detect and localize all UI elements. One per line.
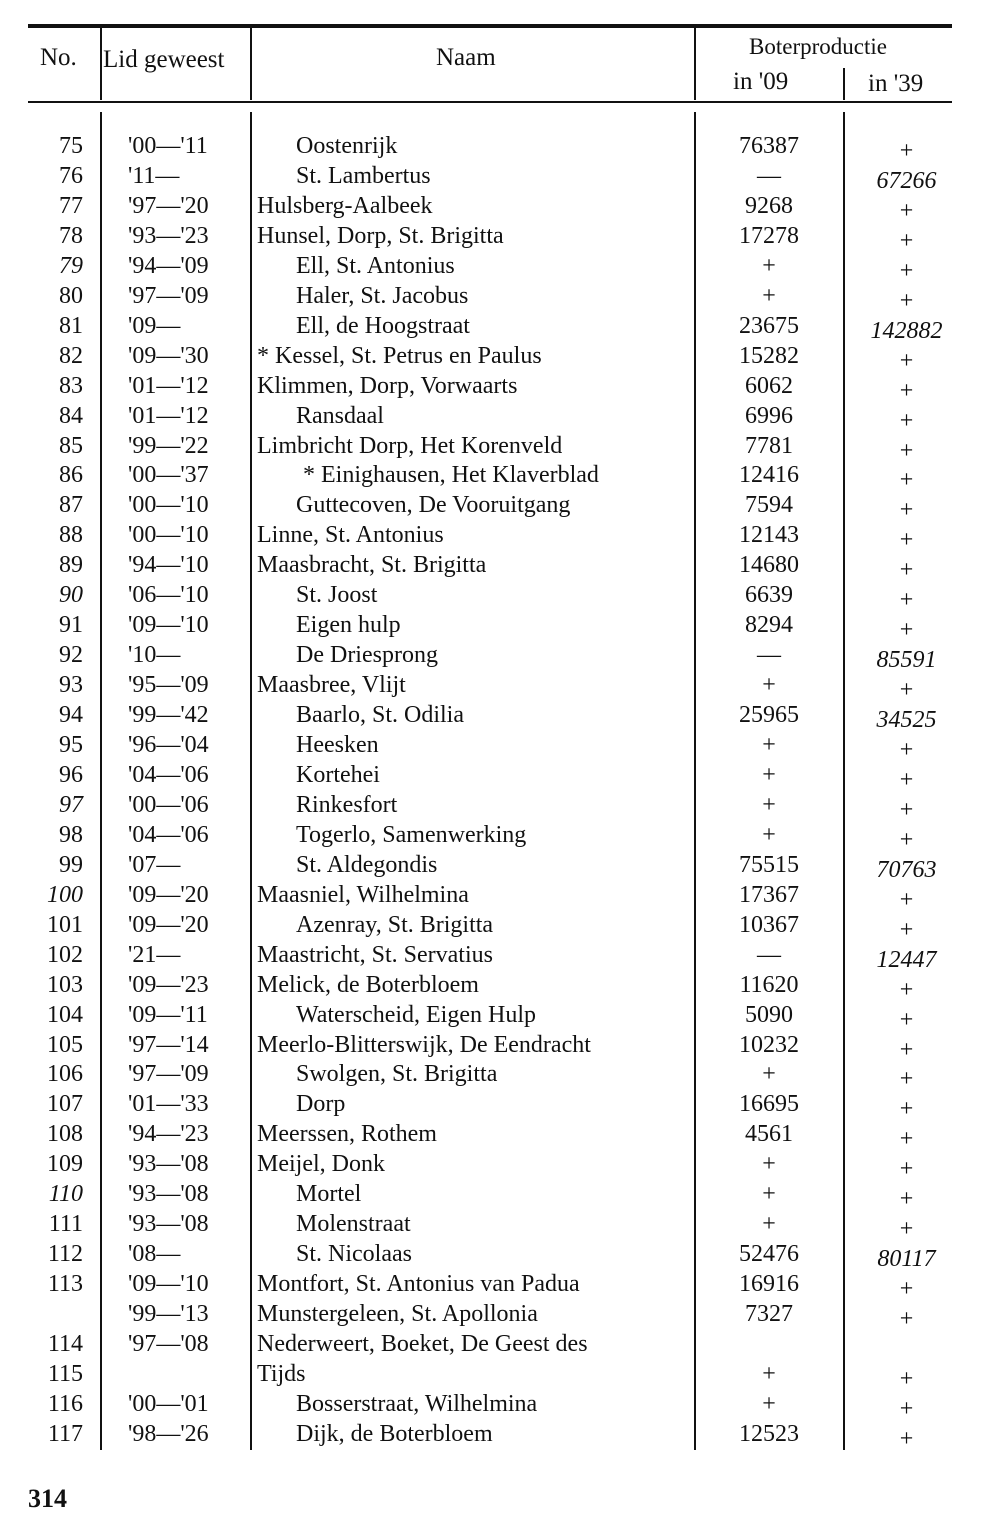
cell-no: 86 <box>59 462 83 489</box>
cell-boter-09: 15282 <box>739 342 799 369</box>
cell-lid-geweest: '93—'23 <box>128 222 209 249</box>
cell-boter-39: + <box>899 826 914 853</box>
cell-boter-39: + <box>899 1186 914 1213</box>
cell-lid-geweest: '01—'33 <box>128 1091 209 1118</box>
table-row <box>0 730 990 763</box>
cell-naam: Swolgen, St. Brigitta <box>296 1061 498 1088</box>
cell-no: 106 <box>47 1061 83 1088</box>
cell-no: 108 <box>47 1121 83 1148</box>
cell-no: 111 <box>48 1211 83 1238</box>
cell-no: 87 <box>59 492 83 519</box>
cell-naam: Munstergeleen, St. Apollonia <box>257 1301 538 1328</box>
cell-lid-geweest: '93—'08 <box>128 1151 209 1178</box>
table-row <box>0 670 990 704</box>
header-rule <box>28 101 952 103</box>
cell-boter-09: + <box>762 761 776 788</box>
cell-lid-geweest: '09—'20 <box>128 881 209 908</box>
cell-boter-39: + <box>899 197 914 224</box>
table-row <box>0 221 990 254</box>
cell-naam: Eigen hulp <box>296 612 401 639</box>
cell-boter-39: + <box>899 1096 914 1123</box>
cell-naam: Meijel, Donk <box>257 1151 385 1178</box>
cell-no: 115 <box>47 1360 83 1387</box>
cell-naam: Limbricht Dorp, Het Korenveld <box>257 432 563 459</box>
table-row <box>0 1329 990 1359</box>
cell-lid-geweest: '97—'09 <box>128 282 209 309</box>
cell-boter-39: + <box>899 437 914 464</box>
cell-no: 83 <box>59 372 83 399</box>
table-row <box>0 1299 990 1333</box>
cell-lid-geweest: '09—'23 <box>128 971 209 998</box>
cell-lid-geweest: '00—'01 <box>128 1390 209 1417</box>
cell-no: 88 <box>59 522 83 549</box>
cell-boter-39: + <box>899 1036 914 1063</box>
table-row <box>0 610 990 644</box>
cell-no: 107 <box>47 1091 83 1118</box>
cell-no: 84 <box>59 402 83 429</box>
cell-boter-09: 10367 <box>739 911 799 938</box>
table-row <box>0 131 990 164</box>
cell-lid-geweest: '98—'26 <box>128 1420 209 1447</box>
header-in-39: in '39 <box>868 70 924 97</box>
cell-lid-geweest: '09— <box>128 312 181 339</box>
header-boterproductie: Boterproductie <box>749 34 887 59</box>
cell-naam: Kortehei <box>296 761 380 788</box>
cell-lid-geweest: '94—'09 <box>128 252 209 279</box>
cell-lid-geweest: '94—'23 <box>128 1121 209 1148</box>
cell-boter-39: + <box>899 796 914 823</box>
cell-boter-09: 12416 <box>739 462 799 489</box>
cell-no: 117 <box>47 1420 83 1447</box>
cell-no: 90 <box>59 582 83 609</box>
cell-boter-09: 7327 <box>745 1301 793 1328</box>
cell-no: 94 <box>59 702 83 729</box>
cell-naam: Dorp <box>296 1091 346 1118</box>
cell-boter-09: 23675 <box>739 312 799 339</box>
header-naam: Naam <box>436 44 496 71</box>
cell-boter-39: + <box>899 976 914 1003</box>
table-row <box>0 700 990 734</box>
table-row <box>0 580 990 614</box>
cell-boter-09: + <box>762 672 776 699</box>
header-in-09: in '09 <box>733 68 789 95</box>
cell-boter-39: + <box>899 1066 914 1093</box>
table-row <box>0 1149 990 1183</box>
cell-boter-09: 7781 <box>745 432 793 459</box>
cell-naam: St. Nicolaas <box>296 1241 412 1268</box>
cell-boter-39: 142882 <box>870 317 943 344</box>
cell-lid-geweest: '11— <box>128 162 180 189</box>
table-row <box>0 490 990 524</box>
cell-boter-39: 12447 <box>876 946 937 973</box>
cell-naam: Meerlo-Blitterswijk, De Eendracht <box>257 1031 591 1058</box>
cell-lid-geweest: '97—'08 <box>128 1331 209 1357</box>
table-row <box>0 1389 990 1422</box>
cell-boter-39: 70763 <box>876 856 937 883</box>
cell-boter-39: + <box>899 227 914 254</box>
cell-boter-09: + <box>762 1061 776 1088</box>
table-row <box>0 1119 990 1153</box>
cell-naam: Rinkesfort <box>296 791 398 818</box>
cell-boter-39: + <box>899 287 914 314</box>
cell-boter-09: 6639 <box>745 582 793 609</box>
cell-no: 91 <box>59 612 83 639</box>
cell-no: 89 <box>59 552 83 579</box>
cell-boter-39: 67266 <box>876 167 937 194</box>
header-lid-geweest: Lid geweest <box>103 46 225 73</box>
header-no: No. <box>40 44 77 71</box>
cell-boter-39: + <box>899 138 914 164</box>
cell-lid-geweest: '93—'08 <box>128 1181 209 1208</box>
cell-no: 92 <box>59 642 83 669</box>
table-row <box>0 1419 990 1452</box>
divider-09-39-head <box>843 68 845 100</box>
table-row <box>0 1239 990 1273</box>
table-row <box>0 1089 990 1123</box>
cell-boter-09: + <box>762 1151 776 1178</box>
cell-no: 75 <box>59 133 83 159</box>
cell-boter-39: + <box>899 1126 914 1153</box>
cell-boter-39: + <box>899 617 914 644</box>
cell-boter-39: + <box>899 1425 914 1452</box>
cell-lid-geweest: '04—'06 <box>128 761 209 788</box>
cell-naam: Heesken <box>296 732 379 758</box>
cell-boter-39: + <box>899 467 914 494</box>
cell-lid-geweest: '06—'10 <box>128 582 209 609</box>
cell-no: 113 <box>47 1271 83 1298</box>
cell-boter-39: + <box>899 587 914 614</box>
divider-lid-naam <box>250 28 252 100</box>
cell-boter-09: 10232 <box>739 1031 799 1058</box>
cell-boter-09: 12523 <box>739 1420 799 1447</box>
cell-naam: Maasbree, Vlijt <box>257 672 406 699</box>
cell-boter-39: + <box>899 1006 914 1033</box>
cell-naam: Guttecoven, De Vooruitgang <box>296 492 571 519</box>
cell-lid-geweest: '00—'10 <box>128 522 209 549</box>
cell-no: 103 <box>47 971 83 998</box>
cell-naam: Tijds <box>257 1360 306 1387</box>
table-row <box>0 341 990 374</box>
cell-lid-geweest: '21— <box>128 941 181 968</box>
cell-naam: Oostenrijk <box>296 133 398 159</box>
cell-naam: Baarlo, St. Odilia <box>296 702 464 729</box>
cell-naam: Dijk, de Boterbloem <box>296 1420 493 1447</box>
cell-naam: Melick, de Boterbloem <box>257 971 479 998</box>
cell-naam: Ransdaal <box>296 402 384 429</box>
cell-no: 109 <box>47 1151 83 1178</box>
table-row <box>0 1179 990 1213</box>
table-row <box>0 1269 990 1303</box>
cell-lid-geweest: '95—'09 <box>128 672 209 699</box>
cell-no: 104 <box>47 1001 83 1028</box>
cell-boter-39: + <box>899 1216 914 1243</box>
cell-lid-geweest: '97—'20 <box>128 192 209 219</box>
cell-naam: Ell, de Hoogstraat <box>296 312 470 339</box>
divider-no-lid <box>100 28 102 100</box>
table-row <box>0 550 990 584</box>
cell-lid-geweest: '00—'11 <box>128 133 208 159</box>
cell-no: 79 <box>59 252 83 279</box>
page-number: 314 <box>28 1484 67 1513</box>
cell-boter-09: 14680 <box>739 552 799 579</box>
cell-boter-09: 17367 <box>739 881 799 908</box>
cell-naam: Hulsberg-Aalbeek <box>257 192 433 219</box>
table-row <box>0 1000 990 1033</box>
cell-no: 97 <box>59 791 83 818</box>
cell-no: 93 <box>59 672 83 699</box>
cell-boter-39: + <box>899 557 914 584</box>
cell-lid-geweest: '93—'08 <box>128 1211 209 1238</box>
cell-no: 114 <box>47 1331 83 1357</box>
cell-boter-39: + <box>899 677 914 704</box>
cell-naam: Hunsel, Dorp, St. Brigitta <box>257 222 504 249</box>
cell-naam: Bosserstraat, Wilhelmina <box>296 1390 538 1417</box>
cell-lid-geweest: '09—'20 <box>128 911 209 938</box>
cell-boter-09: — <box>757 162 781 189</box>
cell-boter-09: 6062 <box>745 372 793 399</box>
cell-no: 80 <box>59 282 83 309</box>
cell-boter-09: 12143 <box>739 522 799 549</box>
cell-lid-geweest: '10— <box>128 642 181 669</box>
cell-boter-09: 4561 <box>745 1121 793 1148</box>
cell-boter-09: + <box>762 732 776 758</box>
cell-boter-09: 25965 <box>739 702 799 729</box>
cell-no: 78 <box>59 222 83 249</box>
cell-boter-39: 80117 <box>877 1246 936 1273</box>
cell-no: 100 <box>47 881 83 908</box>
cell-naam: De Driesprong <box>296 642 438 669</box>
cell-no: 116 <box>47 1390 83 1417</box>
cell-boter-09: 16695 <box>739 1091 799 1118</box>
cell-boter-39: + <box>899 1365 914 1392</box>
table-row <box>0 371 990 404</box>
cell-lid-geweest: '00—'10 <box>128 492 209 519</box>
cell-boter-39: + <box>899 1395 914 1422</box>
cell-naam: Haler, St. Jacobus <box>296 282 469 309</box>
table-row <box>0 161 990 194</box>
cell-boter-39: + <box>899 1276 914 1303</box>
table-row <box>0 760 990 793</box>
cell-boter-09: + <box>762 791 776 818</box>
cell-boter-09: — <box>757 941 781 968</box>
table-row <box>0 431 990 464</box>
table-row <box>0 1030 990 1063</box>
cell-boter-39: + <box>899 257 914 284</box>
table-row <box>0 970 990 1003</box>
table-row <box>0 640 990 674</box>
cell-no: 112 <box>47 1241 83 1268</box>
cell-boter-09: + <box>762 1390 776 1417</box>
cell-lid-geweest: '04—'06 <box>128 821 209 848</box>
cell-lid-geweest: '07— <box>128 851 181 878</box>
cell-lid-geweest: '99—'42 <box>128 702 209 729</box>
cell-no: 110 <box>48 1181 83 1208</box>
cell-naam: Maasbracht, St. Brigitta <box>257 552 487 579</box>
cell-lid-geweest: '09—'11 <box>128 1001 208 1028</box>
cell-naam: Azenray, St. Brigitta <box>296 911 494 938</box>
cell-boter-39: + <box>899 497 914 524</box>
table-row <box>0 850 990 883</box>
cell-no: 96 <box>59 761 83 788</box>
cell-lid-geweest: '00—'06 <box>128 791 209 818</box>
cell-lid-geweest: '99—'22 <box>128 432 209 459</box>
top-rule <box>28 24 952 28</box>
table-row <box>0 401 990 434</box>
cell-lid-geweest: '94—'10 <box>128 552 209 579</box>
cell-boter-09: + <box>762 282 776 309</box>
cell-lid-geweest: '09—'30 <box>128 342 209 369</box>
cell-naam: Maasniel, Wilhelmina <box>257 881 469 908</box>
cell-boter-09: + <box>762 252 776 279</box>
cell-naam: Maastricht, St. Servatius <box>257 941 493 968</box>
cell-boter-09: 52476 <box>739 1241 799 1268</box>
cell-no: 102 <box>47 941 83 968</box>
cell-naam: Meerssen, Rothem <box>257 1121 437 1148</box>
cell-no: 101 <box>47 911 83 938</box>
cell-boter-09: 6996 <box>745 402 793 429</box>
cell-lid-geweest: '97—'09 <box>128 1061 209 1088</box>
cell-boter-09: 17278 <box>739 222 799 249</box>
cell-naam: Klimmen, Dorp, Vorwaarts <box>257 372 518 399</box>
cell-boter-09: + <box>762 1360 776 1387</box>
table-row <box>0 880 990 913</box>
cell-boter-09: 75515 <box>739 851 799 878</box>
cell-boter-39: + <box>899 347 914 374</box>
cell-no: 98 <box>59 821 83 848</box>
divider-naam-boter <box>694 28 696 100</box>
table-row <box>0 311 990 344</box>
cell-boter-09: 16916 <box>739 1271 799 1298</box>
cell-naam: * Einighausen, Het Klaverblad <box>303 462 599 489</box>
cell-naam: Molenstraat <box>296 1211 411 1238</box>
cell-boter-39: 34525 <box>876 707 937 734</box>
cell-boter-39: + <box>899 407 914 434</box>
cell-lid-geweest: '96—'04 <box>128 732 209 758</box>
table-row <box>0 460 990 494</box>
table-row <box>0 1059 990 1093</box>
cell-boter-09: 5090 <box>745 1001 793 1028</box>
cell-lid-geweest: '01—'12 <box>128 372 209 399</box>
table-row <box>0 191 990 224</box>
cell-boter-09: 7594 <box>745 492 793 519</box>
cell-no: 95 <box>59 732 83 758</box>
cell-lid-geweest: '00—'37 <box>128 462 209 489</box>
cell-no: 105 <box>47 1031 83 1058</box>
table-row <box>0 251 990 284</box>
cell-boter-39: + <box>899 527 914 554</box>
cell-boter-39: + <box>899 916 914 943</box>
cell-no: 76 <box>59 162 83 189</box>
cell-no: 81 <box>59 312 83 339</box>
table-row <box>0 820 990 853</box>
cell-naam: Waterscheid, Eigen Hulp <box>296 1001 536 1028</box>
cell-boter-39: + <box>899 737 914 763</box>
cell-lid-geweest: '99—'13 <box>128 1301 209 1328</box>
table-row <box>0 1359 990 1392</box>
cell-naam: Mortel <box>296 1181 362 1208</box>
cell-naam: Togerlo, Samenwerking <box>296 821 527 848</box>
cell-boter-39: + <box>899 1156 914 1183</box>
cell-boter-39: + <box>899 886 914 913</box>
cell-boter-09: 11620 <box>739 971 799 998</box>
cell-lid-geweest: '09—'10 <box>128 1271 209 1298</box>
cell-naam: St. Aldegondis <box>296 851 438 878</box>
table-row <box>0 281 990 314</box>
cell-no: 82 <box>59 342 83 369</box>
cell-naam: Nederweert, Boeket, De Geest des <box>257 1331 588 1357</box>
cell-no: 99 <box>59 851 83 878</box>
table-row <box>0 520 990 554</box>
cell-lid-geweest: '08— <box>128 1241 181 1268</box>
table-row <box>0 940 990 973</box>
cell-boter-39: + <box>899 377 914 404</box>
cell-boter-09: + <box>762 1181 776 1208</box>
cell-naam: * Kessel, St. Petrus en Paulus <box>257 342 542 369</box>
cell-boter-09: 9268 <box>745 192 793 219</box>
table-row <box>0 790 990 823</box>
cell-boter-39: 85591 <box>876 647 937 674</box>
cell-no: 77 <box>59 192 83 219</box>
cell-boter-09: 76387 <box>739 133 799 159</box>
cell-boter-39: + <box>899 1306 914 1333</box>
cell-boter-09: + <box>762 821 776 848</box>
cell-lid-geweest: '01—'12 <box>128 402 209 429</box>
cell-boter-39: + <box>899 766 914 793</box>
cell-no: 85 <box>59 432 83 459</box>
cell-naam: Linne, St. Antonius <box>257 522 444 549</box>
cell-naam: Ell, St. Antonius <box>296 252 455 279</box>
cell-naam: St. Joost <box>296 582 378 609</box>
table-row <box>0 910 990 943</box>
cell-naam: Montfort, St. Antonius van Padua <box>257 1271 580 1298</box>
cell-boter-09: — <box>757 642 781 669</box>
cell-boter-09: 8294 <box>745 612 793 639</box>
cell-boter-09: + <box>762 1211 776 1238</box>
cell-lid-geweest: '97—'14 <box>128 1031 209 1058</box>
table-row <box>0 1209 990 1243</box>
cell-lid-geweest: '09—'10 <box>128 612 209 639</box>
cell-naam: St. Lambertus <box>296 162 431 189</box>
